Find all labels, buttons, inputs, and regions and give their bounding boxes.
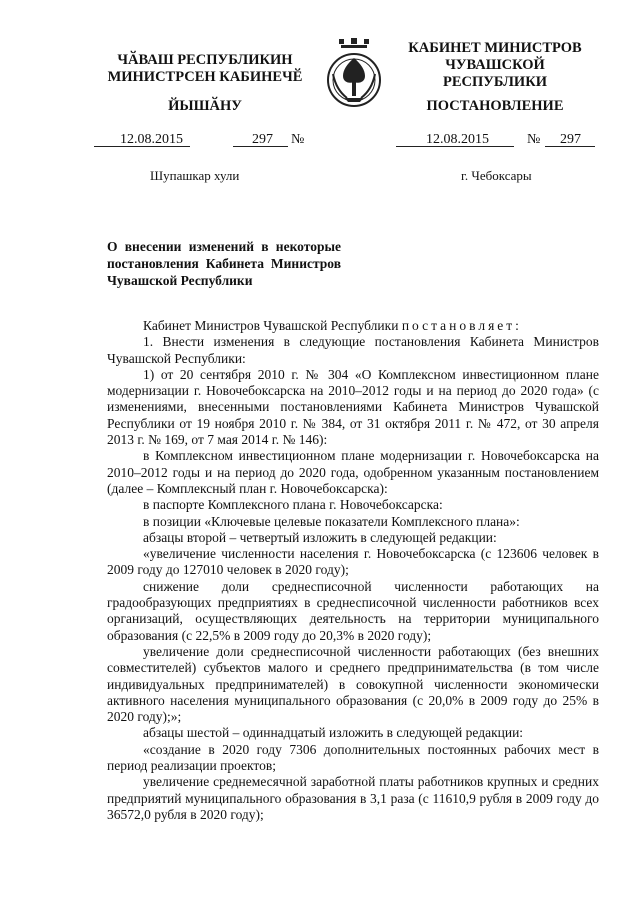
right-date: 12.08.2015	[426, 132, 489, 147]
document-title: О внесении изменений в некоторые постановления Кабинета Министров Чувашской Республики	[107, 239, 341, 288]
paragraph: абзацы второй – четвертый изложить в следующей редакции:	[143, 529, 497, 545]
paragraph: увеличение среднемесячной заработной платы работников крупных и средних предприятий муниципального образования в 3,1 раза (с 11610,9 рубля в 2009 году до 36572,0 рубля в 2020 году);	[107, 774, 599, 822]
paragraph: в паспорте Комплексного плана г. Новочебоксарска:	[143, 497, 443, 513]
right-header	[395, 40, 595, 91]
right-header-line1: КАБИНЕТ МИНИСТРОВ	[408, 40, 582, 56]
right-number: 297	[560, 132, 581, 147]
right-date-underline	[396, 146, 514, 147]
resolution-lead: Кабинет Министров Чувашской Республики	[143, 318, 399, 333]
paragraph: снижение доли среднесписочной численности работающих на градообразующих предприятиях в среднесписочной численности работников всех организаций, осуществляющих деятельность на территории муниципального образования (с 22,5% в 2009 году до 20,3% в 2020 году);	[107, 578, 599, 643]
right-doc-type: ПОСТАНОВЛЕНИЕ	[426, 98, 564, 114]
left-header-line1: ЧӐВАШ РЕСПУБЛИКИН	[117, 52, 293, 68]
left-number-underline	[233, 146, 288, 147]
left-place: Шупашкар хули	[150, 168, 240, 183]
chuvashia-emblem-icon	[325, 38, 383, 110]
paragraph: «увеличение численности населения г. Новочебоксарска (с 123606 человек в 2009 году до 127010 человек в 2020 году);	[107, 546, 599, 578]
resolution-verb: постановляет:	[401, 318, 522, 333]
right-header-line2: ЧУВАШСКОЙ РЕСПУБЛИКИ	[442, 57, 548, 90]
paragraph: «создание в 2020 году 7306 дополнительных постоянных рабочих мест в период реализации проектов;	[107, 741, 599, 774]
left-date: 12.08.2015	[120, 132, 183, 147]
paragraph: в Комплексном инвестиционном плане модернизации г. Новочебоксарска на 2010–2012 годы и на период до 2020 года, одобренном указанным постановлением (далее – Комплексный план г. Новочебоксарска):	[107, 448, 599, 496]
right-number-sign: №	[527, 132, 541, 147]
left-date-underline	[94, 146, 190, 147]
right-place: г. Чебоксары	[461, 168, 532, 183]
left-doc-type: ЙЫШӐНУ	[168, 98, 242, 114]
paragraph: в позиции «Ключевые целевые показатели Комплексного плана»:	[143, 513, 520, 529]
left-number-sign: №	[291, 132, 305, 147]
left-number: 297	[252, 132, 273, 147]
left-header-line2: МИНИСТРСЕН КАБИНЕЧӖ	[107, 69, 303, 85]
document-body	[107, 318, 599, 823]
left-header	[90, 52, 320, 86]
resolution-intro	[107, 318, 599, 334]
paragraph: абзацы шестой – одиннадцатый изложить в следующей редакции:	[143, 725, 524, 741]
right-number-underline	[545, 146, 595, 147]
paragraph: 1) от 20 сентября 2010 г. № 304 «О Комплексном инвестиционном плане модернизации г. Новочебоксарска на 2010–2012 годы и на период до 2020 года» (с изменениями, внесенными постановлениями Кабинета Министров Чувашской Республики от 19 ноября 2010 г. № 384, от 31 октября 2011 г. № 472, от 30 апреля 2013 г. № 169, от 7 мая 2014 г. № 146):	[107, 366, 599, 448]
paragraph: 1. Внести изменения в следующие постановления Кабинета Министров Чувашской Республики:	[107, 334, 599, 366]
paragraph: увеличение доли среднесписочной численности работающих (без внешних совместителей) субъектов малого и среднего предпринимательства (в том числе индивидуальных предпринимателей) в совокупной численности экономически активного населения муниципального образования (с 20,0% в 2009 году до 25% в 2020 году);»;	[107, 643, 599, 725]
